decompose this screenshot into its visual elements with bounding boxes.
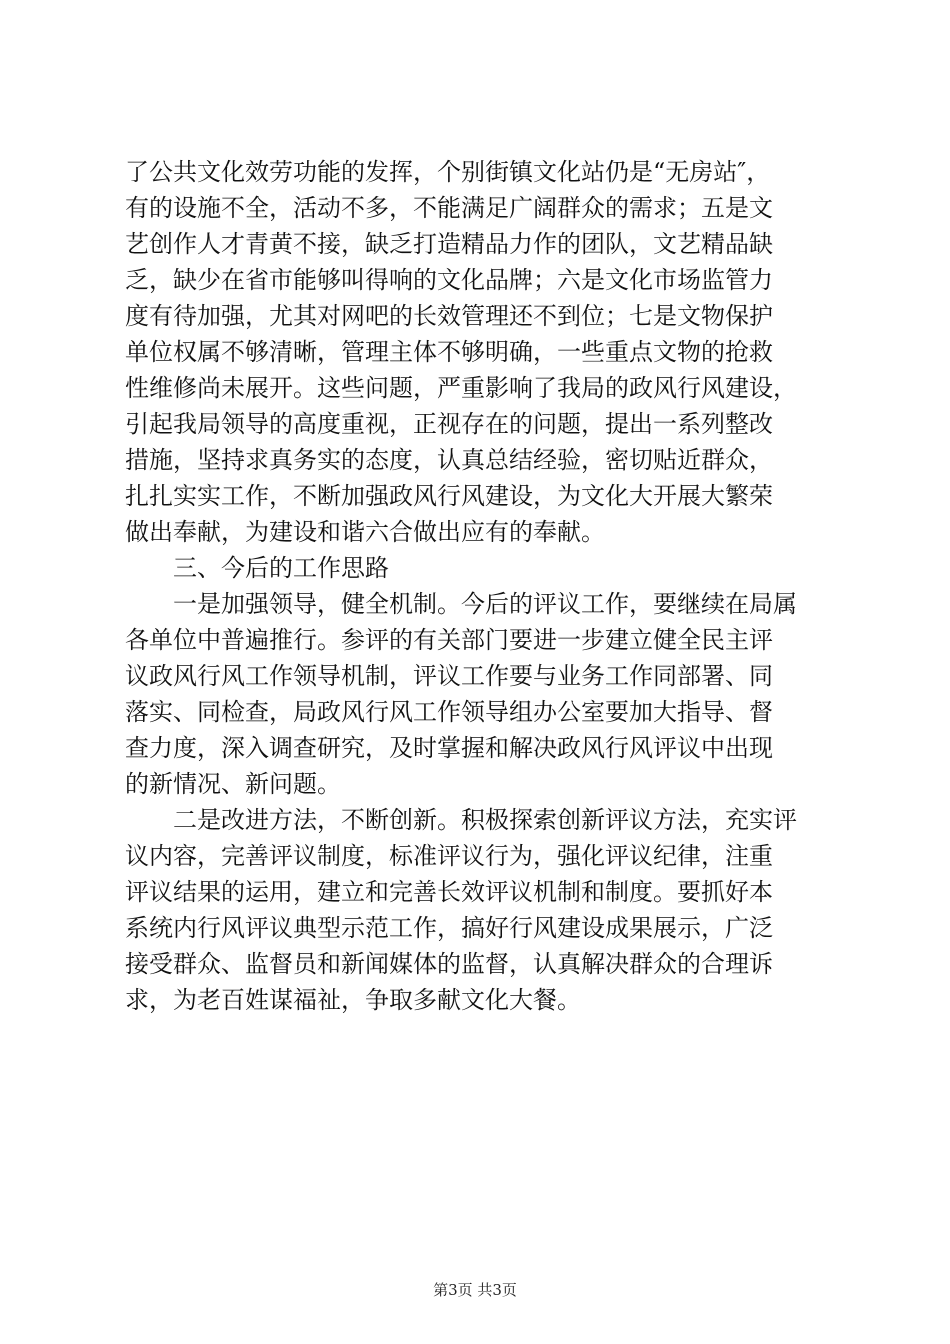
text-line: 各单位中普遍推行。参评的有关部门要进一步建立健全民主评 — [125, 626, 773, 654]
text-line: 性维修尚未展开。这些问题，严重影响了我局的政风行风建设， — [125, 374, 797, 402]
text-line: 接受群众、监督员和新闻媒体的监督，认真解决群众的合理诉 — [125, 950, 773, 978]
text-line: 二是改进方法，不断创新。积极探索创新评议方法，充实评 — [173, 806, 797, 834]
text-line: 评议结果的运用，建立和完善长效评议机制和制度。要抓好本 — [125, 878, 773, 906]
page-number-footer: 第3页 共3页 — [433, 1281, 517, 1299]
text-line: 乏，缺少在省市能够叫得响的文化品牌；六是文化市场监管力 — [125, 266, 773, 294]
text-line: 有的设施不全，活动不多，不能满足广阔群众的需求；五是文 — [125, 194, 773, 222]
text-line: 一是加强领导，健全机制。今后的评议工作，要继续在局属 — [173, 590, 797, 618]
text-line: 议内容，完善评议制度，标准评议行为，强化评议纪律，注重 — [125, 842, 773, 870]
text-line: 议政风行风工作领导机制，评议工作要与业务工作同部署、同 — [125, 662, 773, 690]
text-line: 的新情况、新问题。 — [125, 770, 341, 798]
text-line: 了公共文化效劳功能的发挥，个别街镇文化站仍是“无房站″， — [125, 158, 771, 186]
text-line: 扎扎实实工作，不断加强政风行风建设，为文化大开展大繁荣 — [125, 482, 773, 510]
text-line: 单位权属不够清晰，管理主体不够明确，一些重点文物的抢救 — [125, 338, 773, 366]
paragraph-leadership — [125, 586, 837, 802]
text-line: 求，为老百姓谋福祉，争取多献文化大餐。 — [125, 986, 581, 1014]
section-heading — [125, 550, 837, 586]
text-line: 落实、同检查，局政风行风工作领导组办公室要加大指导、督 — [125, 698, 773, 726]
document-body — [125, 154, 837, 1018]
text-line: 系统内行风评议典型示范工作，搞好行风建设成果展示，广泛 — [125, 914, 773, 942]
text-line: 度有待加强，尤其对网吧的长效管理还不到位；七是文物保护 — [125, 302, 773, 330]
paragraph-problems — [125, 154, 837, 550]
text-line: 引起我局领导的高度重视，正视存在的问题，提出一系列整改 — [125, 410, 773, 438]
text-line: 查力度，深入调查研究，及时掌握和解决政风行风评议中出现 — [125, 734, 773, 762]
text-line: 艺创作人才青黄不接，缺乏打造精品力作的团队，文艺精品缺 — [125, 230, 773, 258]
text-line: 做出奉献，为建设和谐六合做出应有的奉献。 — [125, 518, 605, 546]
section-heading-text: 三、今后的工作思路 — [173, 554, 389, 582]
paragraph-methods — [125, 802, 837, 1018]
text-line: 措施，坚持求真务实的态度，认真总结经验，密切贴近群众， — [125, 446, 773, 474]
